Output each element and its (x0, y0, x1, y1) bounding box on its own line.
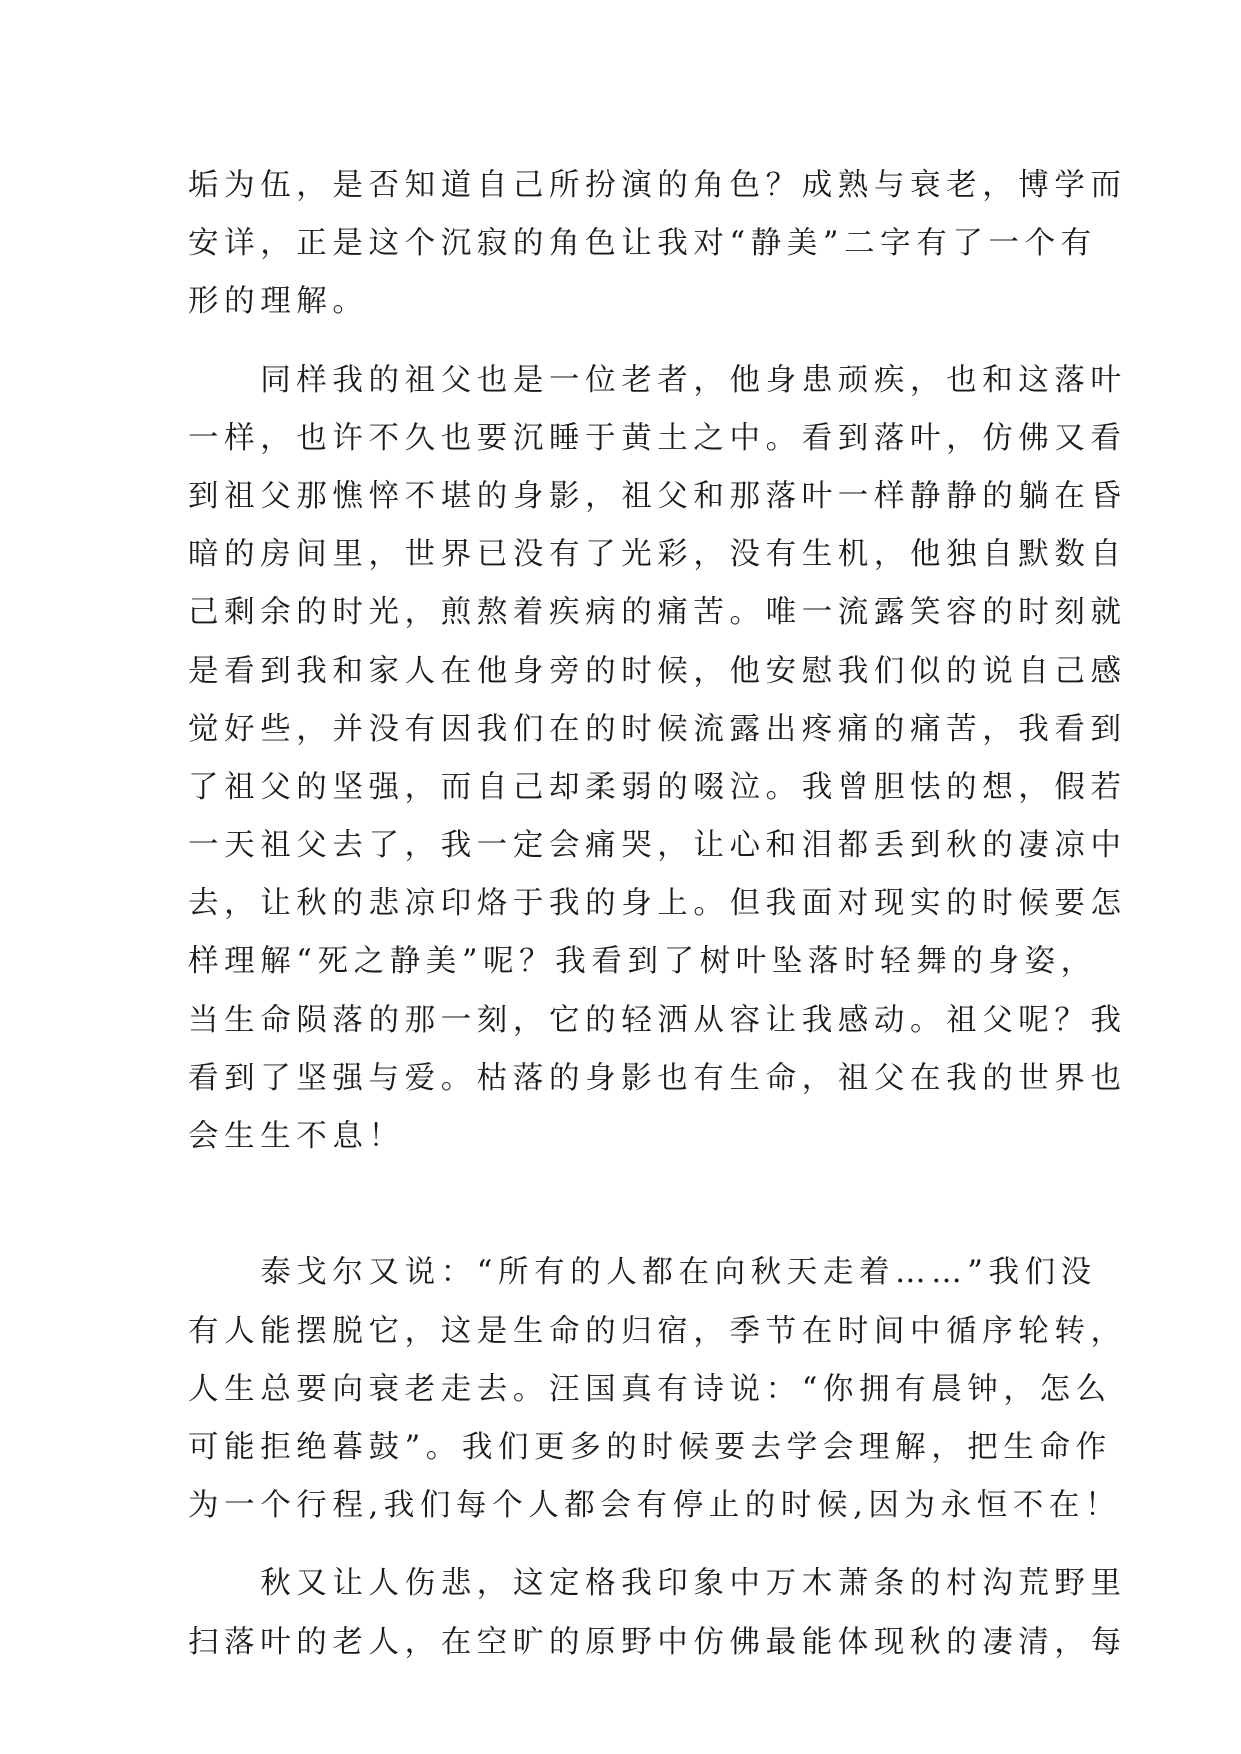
text-line: 当生命陨落的那一刻，它的轻洒从容让我感动。祖父呢？我 (188, 1002, 1127, 1038)
text-line: 为一个行程,我们每个人都会有停止的时候,因为永恒不在！ (188, 1488, 1122, 1524)
text-line: 人生总要向衰老走去。汪国真有诗说：“你拥有晨钟，怎么 (188, 1371, 1112, 1407)
text-line: 暗的房间里，世界已没有了光彩，没有生机，他独自默数自 (188, 537, 1127, 573)
text-line: 己剩余的时光，煎熬着疾病的痛苦。唯一流露笑容的时刻就 (188, 595, 1127, 631)
paragraph-spacer (188, 1535, 1048, 1555)
text-line: 到祖父那憔悴不堪的身影，祖父和那落叶一样静静的躺在昏 (188, 478, 1127, 514)
text-line: 去，让秋的悲凉印烙于我的身上。但我面对现实的时候要怎 (188, 886, 1127, 922)
text-line (188, 1166, 1048, 1224)
text-line: 一天祖父去了，我一定会痛哭，让心和泪都丢到秋的凄凉中 (188, 828, 1127, 864)
text-line: 可能拒绝暮鼓”。我们更多的时候要去学会理解，把生命作 (188, 1429, 1112, 1465)
paragraph-2 (188, 352, 1127, 1225)
text-line: 安详，正是这个沉寂的角色让我对“静美”二字有了一个有 (188, 226, 1097, 262)
text-line: 形的理解。 (188, 284, 369, 320)
paragraph-1 (188, 157, 1127, 332)
paragraph-spacer (188, 1224, 1048, 1244)
text-line: 觉好些，并没有因我们在的时候流露出疼痛的痛苦，我看到 (188, 711, 1127, 747)
text-line: 同样我的祖父也是一位老者，他身患顽疾，也和这落叶 (188, 362, 1127, 398)
text-line: 是看到我和家人在他身旁的时候，他安慰我们似的说自己感 (188, 653, 1127, 689)
document-body (188, 157, 1127, 1672)
text-line: 看到了坚强与爱。枯落的身影也有生命，祖父在我的世界也 (188, 1060, 1127, 1096)
text-line: 秋又让人伤悲，这定格我印象中万木萧条的村沟荒野里 (188, 1566, 1127, 1602)
text-line: 一样，也许不久也要沉睡于黄土之中。看到落叶，仿佛又看 (188, 420, 1127, 456)
paragraph-3 (188, 1244, 1127, 1535)
text-line: 泰戈尔又说：“所有的人都在向秋天走着……”我们没 (188, 1255, 1097, 1291)
paragraph-4 (188, 1555, 1127, 1671)
text-line: 扫落叶的老人，在空旷的原野中仿佛最能体现秋的凄清，每 (188, 1624, 1127, 1660)
paragraph-spacer (188, 332, 1048, 352)
text-line: 垢为伍，是否知道自己所扮演的角色？成熟与衰老，博学而 (188, 168, 1127, 203)
text-line: 样理解“死之静美”呢？我看到了树叶坠落时轻舞的身姿， (188, 944, 1097, 980)
text-line: 了祖父的坚强，而自己却柔弱的啜泣。我曾胆怯的想，假若 (188, 769, 1127, 805)
text-line: 会生生不息！ (188, 1119, 405, 1154)
text-line: 有人能摆脱它，这是生命的归宿，季节在时间中循序轮转， (188, 1313, 1127, 1349)
